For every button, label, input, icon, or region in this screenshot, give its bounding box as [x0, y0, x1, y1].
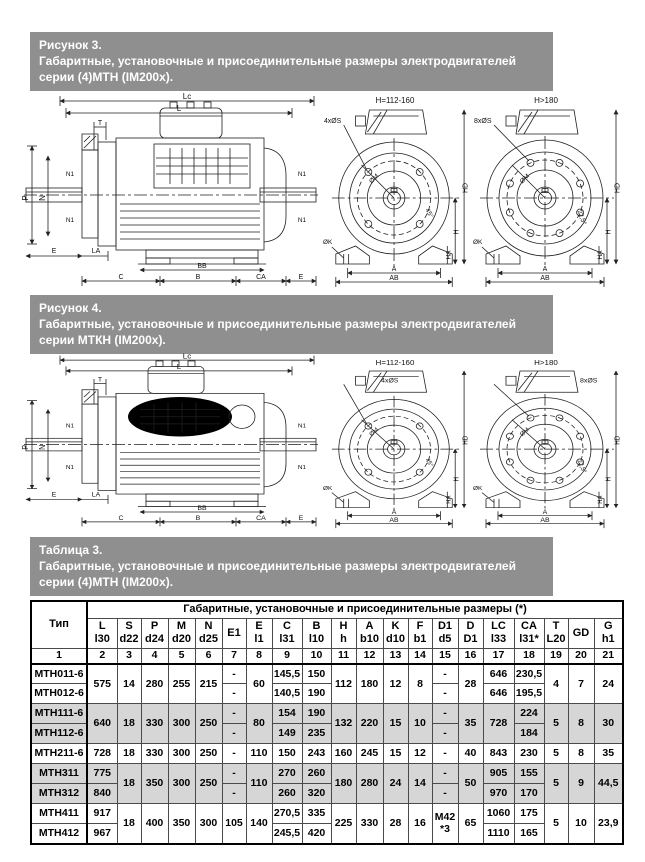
- table-row: МТН112-6 - 149 235 - 184: [31, 724, 623, 744]
- cell-type: МТН412: [31, 824, 87, 844]
- figure3-front-view-large: [472, 92, 622, 288]
- col-header-D: D D1: [458, 618, 483, 648]
- motor-front-outline: [332, 110, 464, 287]
- dim-label-dm: ØM: [518, 426, 532, 438]
- cell-type: МТН011-6: [31, 664, 87, 684]
- figure3-caption: Габаритные, установочные и присоединительные размеры электродвигателей: [39, 54, 516, 68]
- col-header-H: H h: [331, 618, 356, 648]
- dim-label-bb: BB: [197, 505, 207, 513]
- dim-label-dk: ØK: [322, 485, 333, 492]
- table-row: МТН411 917 18 400 350 300 105 140 270,5 335 225 330 28 16 M42 *3 65 1060 175 5 10 23,9: [31, 804, 623, 824]
- column-numbers-row: 1 2 3 4 5 6 7 8 9 10 11 12 13 14 15 16 17 18 19 20 21: [31, 648, 623, 664]
- dim-label-ha: HA: [445, 495, 453, 504]
- dim-label-ab: AB: [540, 275, 550, 282]
- table3-header: [30, 537, 553, 596]
- dim-label-p: P: [21, 195, 30, 201]
- col-header-CA: CA l31*: [514, 618, 544, 648]
- dim-label-ca: CA: [256, 274, 266, 281]
- angle-label: 22,5°: [575, 458, 588, 474]
- holes-label: 4xØS: [381, 377, 399, 385]
- figure3-series: серии (4)МТН (IM200х).: [39, 70, 174, 84]
- dim-label-n1: N1: [65, 171, 75, 178]
- dim-label-ha: HA: [445, 250, 453, 260]
- col-header-M: M d20: [168, 618, 195, 648]
- table-row: МТН012-6 - 140,5 190 - 646 195,5: [31, 684, 623, 704]
- col-header-G: G h1: [594, 618, 623, 648]
- dim-label-hd: HD: [462, 435, 470, 445]
- dim-label-la: LA: [91, 248, 101, 255]
- table-row: МТН211-6 728 18 330 300 250 - 110 150 243 160 245 15 12 - 40 843 230 5 8 35: [31, 744, 623, 764]
- col-header-P: P d24: [141, 618, 168, 648]
- cell-type: МТН012-6: [31, 684, 87, 704]
- col-header-K: K d10: [383, 618, 408, 648]
- motor-front-outline: [480, 371, 616, 528]
- dim-label-dm: ØM: [368, 172, 381, 186]
- holes-label: 4xØS: [323, 117, 342, 126]
- dim-label-h: H: [605, 229, 613, 235]
- dimensions-table: [30, 600, 624, 845]
- holes-label: 8xØS: [580, 377, 598, 385]
- col-header-D1: D1 d5: [432, 618, 458, 648]
- dim-label-la: LA: [91, 492, 101, 499]
- dim-label-n1: N1: [297, 171, 307, 178]
- col-header-GD: GD: [568, 618, 594, 648]
- dim-label-e: E: [51, 492, 57, 499]
- dim-label-p: P: [20, 444, 31, 450]
- cell-type: МТН411: [31, 804, 87, 824]
- dim-label-l: L: [176, 362, 182, 371]
- motor-side-outline: [24, 96, 318, 286]
- dim-label-dm: ØM: [518, 172, 532, 186]
- table-row: МТН312 840 - 260 320 - 970 170: [31, 784, 623, 804]
- dim-label-n1: N1: [297, 464, 307, 471]
- figure4-number: Рисунок 4.: [39, 301, 102, 315]
- dim-label-n: N: [37, 444, 48, 450]
- dim-label-lc: Lc: [182, 352, 192, 361]
- col-header-LC: LC l33: [483, 618, 514, 648]
- dim-label-t: T: [97, 376, 103, 384]
- dim-label-n1: N1: [65, 464, 75, 471]
- dim-label-dm: ØM: [367, 426, 381, 438]
- figure3-header: [30, 32, 553, 91]
- motor-front-outline: [480, 110, 616, 287]
- dim-label-a: A: [391, 265, 397, 274]
- type-column-header: Тип: [31, 601, 87, 648]
- cell-type: МТН311: [31, 764, 87, 784]
- table-row: МТН011-6 575 14 280 255 215 - 60 145,5 150 112 180 12 8 - 28 646 230,5 4 7 24: [31, 664, 623, 684]
- table3-caption: Габаритные, установочные и присоединительные размеры электродвигателей: [39, 559, 516, 573]
- front-view-title: Н>180: [534, 358, 558, 367]
- cell-type: МТН112-6: [31, 724, 87, 744]
- col-header-F: F b1: [408, 618, 432, 648]
- dim-label-l: L: [176, 104, 182, 113]
- table3-series: серии (4)МТН (IM200х).: [39, 575, 174, 589]
- dim-label-h: H: [605, 477, 613, 482]
- col-header-A: A b10: [356, 618, 383, 648]
- dim-label-ab: AB: [389, 274, 399, 283]
- table-row: МТН111-6 640 18 330 300 250 - 80 154 190 132 220 15 10 - 35 728 224 5 8 30: [31, 704, 623, 724]
- col-header-C: C l31: [272, 618, 302, 648]
- dim-label-dk: ØK: [473, 485, 483, 492]
- front-view-title: Н=112-160: [375, 358, 415, 367]
- cell-type: МТН111-6: [31, 704, 87, 724]
- dim-label-n1: N1: [65, 217, 75, 224]
- col-header-L: L l30: [87, 618, 117, 648]
- dim-label-e: E: [298, 515, 304, 523]
- dim-label-n1: N1: [297, 422, 307, 430]
- cell-type: МТН312: [31, 784, 87, 804]
- col-header-E: E l1: [246, 618, 272, 648]
- angle-label: 45°: [423, 457, 435, 469]
- angle-label: 45°: [423, 207, 435, 220]
- cell-type: МТН211-6: [31, 744, 87, 764]
- front-view-title: Н=112-160: [375, 95, 415, 106]
- dim-label-e: E: [298, 274, 304, 281]
- figure3-number: Рисунок 3.: [39, 38, 102, 52]
- dim-label-ab: AB: [389, 517, 399, 524]
- dim-label-n: N: [38, 195, 47, 201]
- figure4-front-view-large: [472, 355, 622, 529]
- dim-label-t: T: [97, 120, 103, 127]
- figure4-series: серии МТКН (IM200х).: [39, 333, 166, 347]
- col-header-N: N d25: [195, 618, 222, 648]
- dim-label-a: A: [542, 266, 548, 273]
- front-view-title: Н>180: [534, 96, 558, 105]
- dim-label-ha: HA: [597, 250, 604, 260]
- dim-label-h: H: [453, 229, 461, 235]
- dim-label-c: C: [118, 274, 124, 281]
- dim-label-ca: CA: [256, 515, 266, 523]
- figure3-side-view-drawing: [20, 92, 322, 290]
- col-header-T: T L20: [544, 618, 568, 648]
- table-row: МТН412 967 245,5 420 1110 165: [31, 824, 623, 844]
- motor-side-outline: [24, 356, 318, 527]
- dim-label-n1: N1: [65, 422, 75, 430]
- dim-label-dk: ØK: [473, 239, 483, 246]
- figure4-caption: Габаритные, установочные и присоединительные размеры электродвигателей: [39, 317, 516, 331]
- dim-label-hd: HD: [462, 182, 470, 194]
- figure4-header: [30, 295, 553, 354]
- dim-label-n1: N1: [297, 217, 307, 224]
- dim-label-ha: HA: [596, 495, 605, 504]
- table-span-header: Габаритные, установочные и присоединительные размеры (*): [87, 601, 623, 618]
- holes-label: 8xØS: [474, 118, 492, 125]
- dim-label-b: B: [195, 515, 201, 523]
- dim-label-ab: AB: [540, 517, 550, 524]
- figure4-side-view-drawing: [20, 352, 322, 530]
- figure3-front-view-small: [322, 92, 470, 288]
- col-header-E1: E1: [222, 618, 246, 648]
- dim-label-hd: HD: [614, 435, 622, 445]
- dim-label-lc: Lc: [182, 92, 192, 101]
- angle-label: 22,5°: [575, 209, 588, 226]
- dim-label-b: B: [195, 274, 201, 281]
- dim-label-bb: BB: [197, 263, 207, 270]
- dim-label-hd: HD: [614, 182, 622, 194]
- dim-label-a: A: [391, 509, 397, 516]
- dim-label-a: A: [542, 509, 548, 516]
- figure4-front-view-small: [322, 355, 470, 529]
- dim-label-h: H: [453, 477, 461, 482]
- col-header-S: S d22: [117, 618, 141, 648]
- dim-label-c: C: [118, 515, 124, 523]
- table3-number: Таблица 3.: [39, 543, 103, 557]
- dim-label-e: E: [51, 248, 57, 255]
- dim-label-dk: ØK: [322, 238, 333, 247]
- col-header-B: B l10: [302, 618, 331, 648]
- table-row: МТН311 775 18 350 300 250 - 110 270 260 180 280 24 14 - 50 905 155 5 9 44,5: [31, 764, 623, 784]
